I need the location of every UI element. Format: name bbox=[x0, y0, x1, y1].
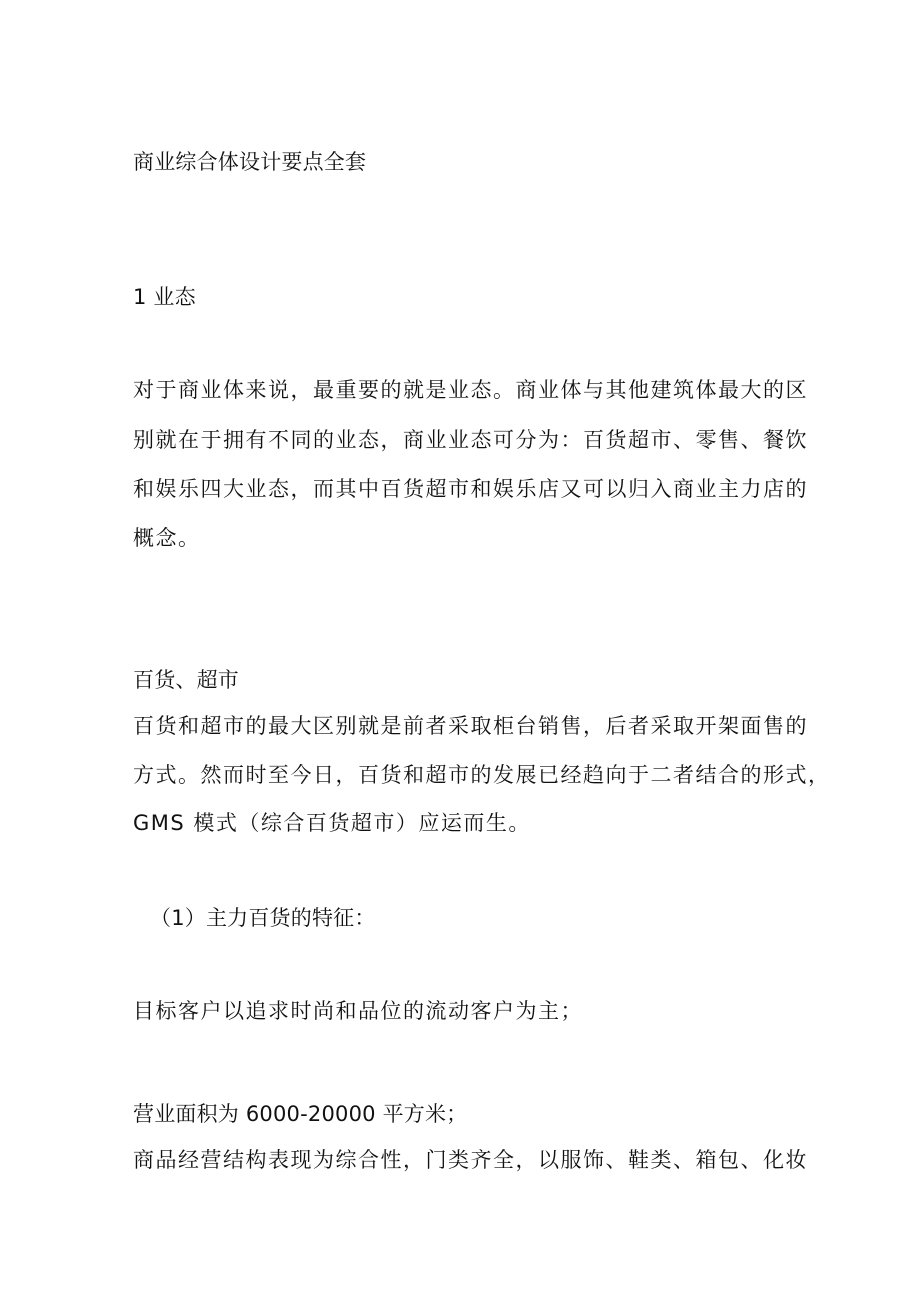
item-heading-anchor-department-store: （1）主力百货的特征： bbox=[150, 906, 376, 930]
document-title: 商业综合体设计要点全套 bbox=[133, 150, 367, 174]
paragraph-line: 别就在于拥有不同的业态，商业业态可分为：百货超市、零售、餐饮 bbox=[133, 428, 808, 452]
paragraph-line: 对于商业体来说，最重要的就是业态。商业体与其他建筑体最大的区 bbox=[133, 378, 808, 402]
paragraph-line: 概念。 bbox=[133, 526, 201, 550]
list-item: 营业面积为 6000-20000 平方米； bbox=[133, 1102, 468, 1126]
list-item: 目标客户以追求时尚和品位的流动客户为主； bbox=[133, 999, 583, 1023]
paragraph-line: 和娱乐四大业态，而其中百货超市和娱乐店又可以归入商业主力店的 bbox=[133, 477, 808, 501]
section-heading-business-format: 1 业态 bbox=[133, 285, 196, 309]
paragraph-line: 百货和超市的最大区别就是前者采取柜台销售，后者采取开架面售的 bbox=[133, 714, 808, 738]
subsection-heading-department-store-supermarket: 百货、超市 bbox=[133, 668, 239, 692]
paragraph-line: 方式。然而时至今日，百货和超市的发展已经趋向于二者结合的形式， bbox=[133, 763, 831, 787]
list-item: 商品经营结构表现为综合性，门类齐全，以服饰、鞋类、箱包、化妆 bbox=[133, 1148, 808, 1172]
paragraph-line: GMS 模式（综合百货超市）应运而生。 bbox=[133, 811, 531, 835]
